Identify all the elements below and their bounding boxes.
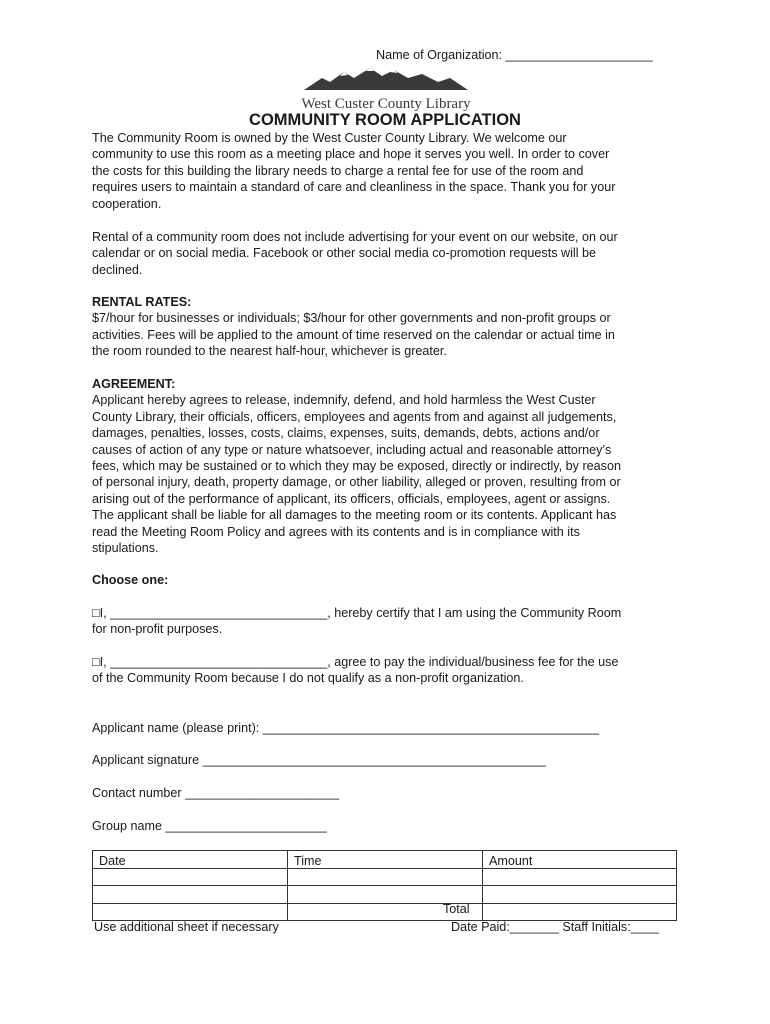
additional-sheet-note: Use additional sheet if necessary: [94, 920, 279, 934]
advertising-paragraph: Rental of a community room does not include advertising for your event on our website, on our calendar or on social media. Facebook or other social media co-promotion requests will be declined.: [92, 230, 618, 277]
svg-text:West Custer County Library: West Custer County Library: [301, 96, 471, 112]
group-name-field[interactable]: Group name _______________________: [92, 819, 327, 833]
business-option[interactable]: □I, _______________________________, agree to pay the individual/business fee for the use of the Community Room because I do not qualify as a non-profit organization.: [92, 654, 682, 687]
amount-cell[interactable]: [483, 903, 677, 921]
applicant-name-field[interactable]: Applicant name (please print): ________________________________________________: [92, 721, 599, 735]
date-header: Date: [93, 851, 288, 869]
organization-name-field[interactable]: Name of Organization: _____________________: [376, 48, 653, 62]
agreement-heading: AGREEMENT:: [92, 377, 176, 391]
office-use-fields[interactable]: Date Paid:_______ Staff Initials:____: [451, 920, 659, 934]
time-cell[interactable]: [288, 886, 483, 904]
payment-table: [92, 850, 677, 921]
nonprofit-checkbox-line: □I, _______________________________, hereby certify that I am using the Community Room: [92, 606, 622, 620]
amount-cell[interactable]: [483, 868, 677, 886]
table-row: [93, 903, 677, 921]
total-label: Total: [443, 902, 470, 916]
table-row: [93, 868, 677, 886]
rental-rates-heading: RENTAL RATES:: [92, 295, 192, 309]
time-header: Time: [288, 851, 483, 869]
amount-cell[interactable]: [483, 886, 677, 904]
agreement-section: AGREEMENT: Applicant hereby agrees to release, indemnify, defend, and hold harmless the West Custer County Library, their officials, officers, employees and agents from and against all judgements, damages, penalties, losses, costs, claims, expenses, suits, demands, debts, actions and/or causes of action of any type or nature whatsoever, including actual and reasonable attorney’s fees, which may be sustained or to which they may be exposed, directly or indirectly, by reason of personal injury, death, property damage, or other liability, alleged or proven, resulting from or arising out of the performance of applicant, its officers, officials, employees, agent or assigns. The applicant shall be liable for all damages to the meeting room or its contents. Applicant has read the Meeting Room Policy and agrees with its contents and is in compliance with its stipulations.: [92, 376, 682, 556]
mountain-icon: [304, 68, 468, 90]
choose-one-heading: Choose one:: [92, 573, 169, 587]
business-checkbox-line: □I, _______________________________, agree to pay the individual/business fee for the use: [92, 655, 619, 669]
date-cell[interactable]: [93, 903, 288, 921]
table-row: [93, 886, 677, 904]
table-header-row: [93, 851, 677, 869]
amount-header: Amount: [483, 851, 677, 869]
nonprofit-option[interactable]: □I, _______________________________, hereby certify that I am using the Community Room for non-profit purposes.: [92, 605, 682, 638]
page-title: COMMUNITY ROOM APPLICATION: [249, 111, 521, 129]
rental-rates-section: RENTAL RATES: $7/hour for businesses or individuals; $3/hour for other governments and non-profit groups or activities. Fees will be applied to the amount of time reserved on the calendar or actual time in the room rounded to the nearest half-hour, whichever is greater.: [92, 294, 682, 360]
contact-number-field[interactable]: Contact number ______________________: [92, 786, 340, 800]
date-cell[interactable]: [93, 868, 288, 886]
date-cell[interactable]: [93, 886, 288, 904]
library-logo: [300, 66, 472, 112]
applicant-signature-field[interactable]: Applicant signature _________________________________________________: [92, 753, 546, 767]
time-cell[interactable]: [288, 868, 483, 886]
intro-paragraph: The Community Room is owned by the West Custer County Library. We welcome our community to use this room as a meeting place and hope it serves you well. In order to cover the costs for this building the library needs to charge a rental fee for use of the room and requires users to maintain a standard of care and cleanliness in the space. Thank you for your cooperation.: [92, 131, 616, 211]
